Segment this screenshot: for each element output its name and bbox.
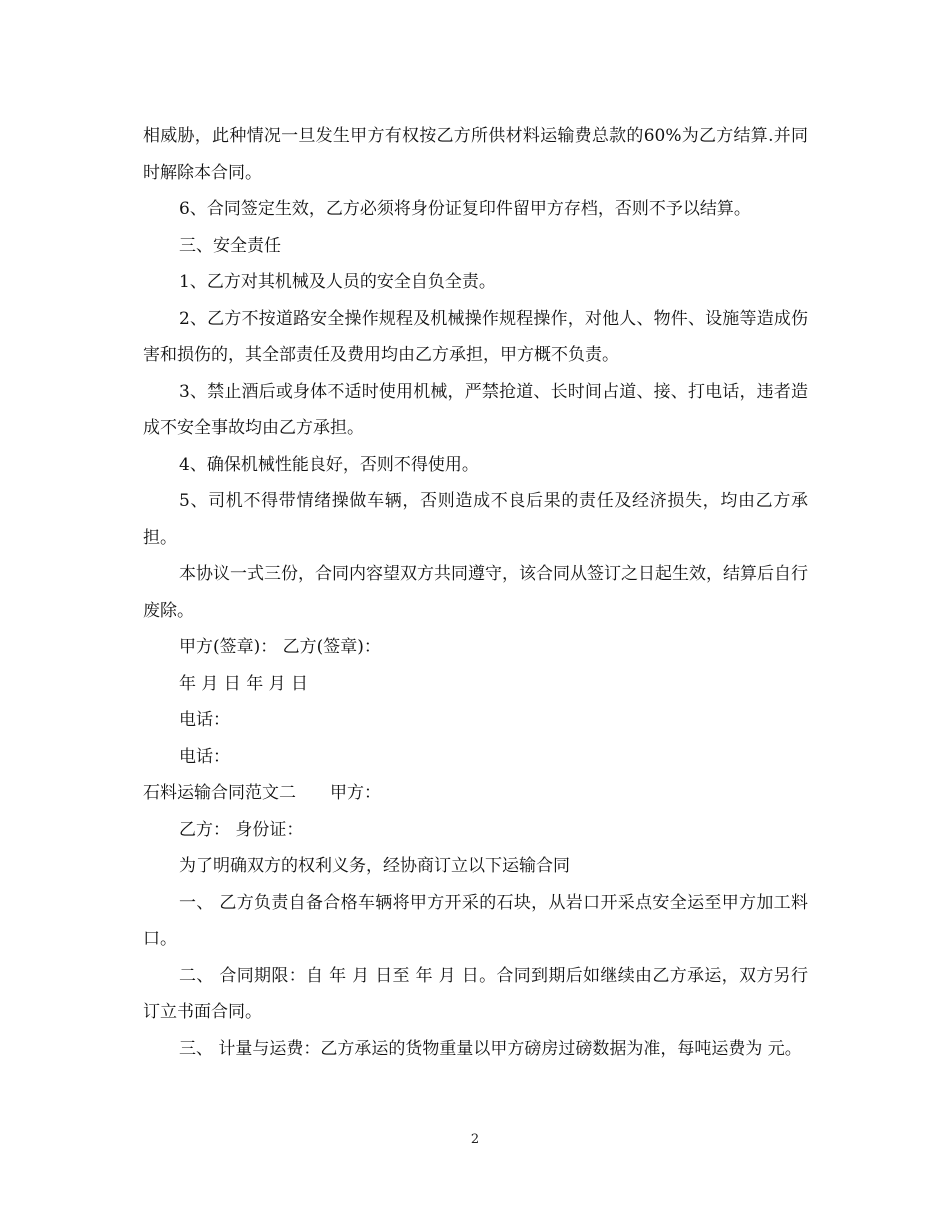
paragraph-4: 1、乙方对其机械及人员的安全自负全责。 — [179, 272, 496, 292]
paragraph-8: 5、司机不得带情绪操做车辆，否则造成不良后果的责任及经济损失，均由乙方承担。 — [143, 491, 808, 548]
section-title-sample-two: 石料运输合同范文二 甲方： — [143, 783, 381, 803]
date-line: 年 月 日 年 月 日 — [179, 673, 309, 694]
paragraph-5: 2、乙方不按道路安全操作规程及机械操作规程操作，对他人、物件、设施等造成伤害和损伤的，其全部责任及费用均由乙方承担，甲方概不负责。 — [143, 308, 808, 365]
document-body — [143, 118, 808, 1067]
paragraph-7: 4、确保机械性能良好，否则不得使用。 — [179, 454, 479, 475]
section-heading-safety: 三、安全责任 — [179, 235, 281, 256]
phone-line-1: 电话： — [179, 710, 230, 730]
paragraph-16: 为了明确双方的权利义务，经协商订立以下运输合同 — [179, 856, 570, 876]
paragraph-9: 本协议一式三份，合同内容望双方共同遵守，该合同从签订之日起生效，结算后自行废除。 — [143, 564, 808, 621]
page-number: 2 — [470, 1132, 480, 1147]
signature-line: 甲方(签章)： 乙方(签章)： — [179, 637, 381, 657]
party-b-line: 乙方： 身份证： — [179, 819, 304, 840]
phone-line-2: 电话： — [179, 746, 230, 767]
paragraph-6: 3、禁止酒后或身体不适时使用机械，严禁抢道、长时间占道、接、打电话，违者造成不安全事故均由乙方承担。 — [143, 381, 808, 438]
paragraph-18: 二、 合同期限：自 年 月 日至 年 月 日。合同到期后如继续由乙方承运，双方另行订立书面合同。 — [143, 965, 808, 1022]
paragraph-19: 三、 计量与运费：乙方承运的货物重量以甲方磅房过磅数据为准，每吨运费为 元。 — [179, 1038, 802, 1059]
paragraph-1: 相威胁，此种情况一旦发生甲方有权按乙方所供材料运输费总款的60%为乙方结算.并同时解除本合同。 — [143, 126, 808, 183]
paragraph-17: 一、 乙方负责自备合格车辆将甲方开采的石块，从岩口开采点安全运至甲方加工料口。 — [143, 892, 808, 949]
paragraph-2: 6、合同签定生效，乙方必须将身份证复印件留甲方存档，否则不予以结算。 — [179, 199, 751, 219]
